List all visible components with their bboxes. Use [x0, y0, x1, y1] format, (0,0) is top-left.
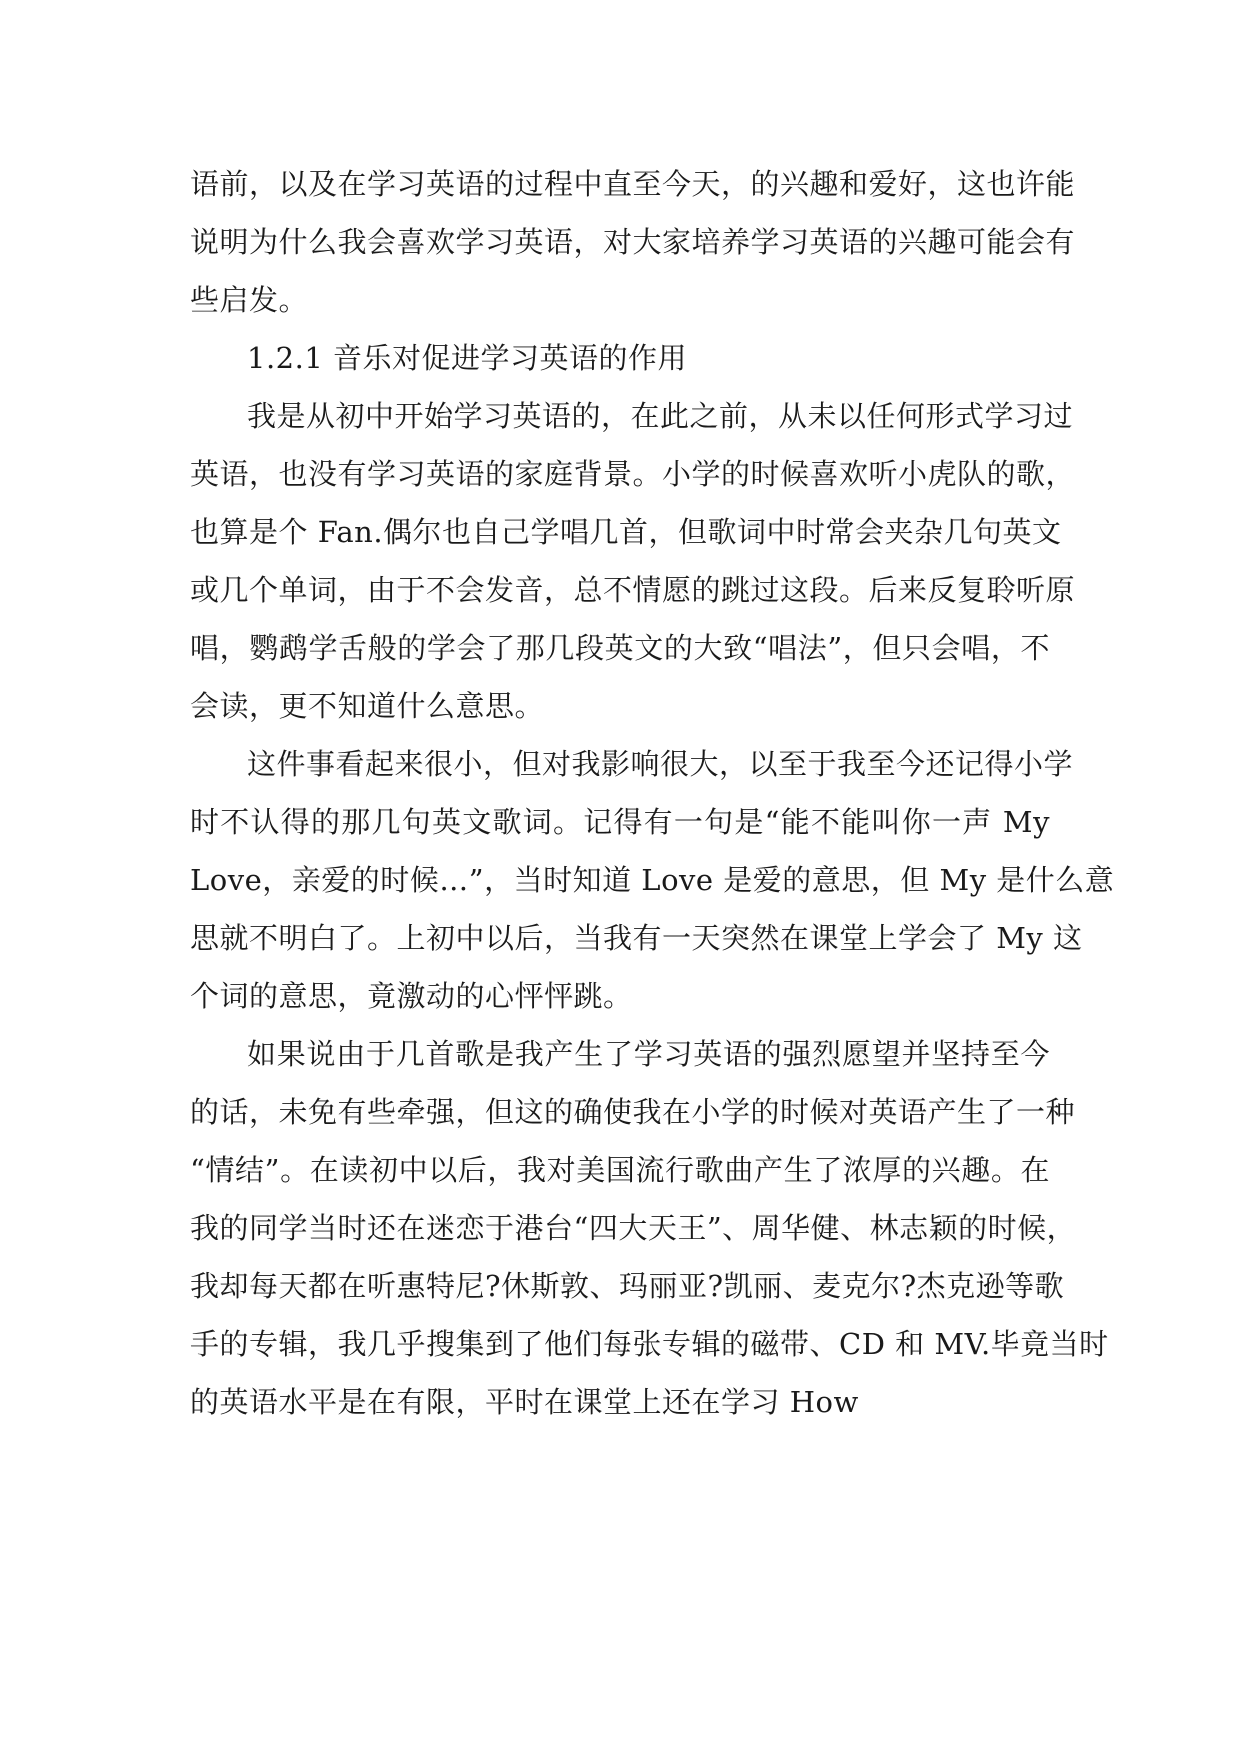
text-line-15: 个词的意思，竟激动的心怦怦跳。: [190, 979, 633, 1013]
text-line-17: 的话，未免有些牵强，但这的确使我在小学的时候对英语产生了一种: [190, 1095, 1076, 1129]
text-line-12: 时不认得的那几句英文歌词。记得有一句是“能不能叫你一声 My: [190, 805, 1050, 839]
text-line-14: 思就不明白了。上初中以后，当我有一天突然在课堂上学会了 My 这: [190, 921, 1083, 955]
text-line-13: Love，亲爱的时候…”，当时知道 Love 是爱的意思，但 My 是什么意: [190, 863, 1115, 897]
text-line-8: 或几个单词，由于不会发音，总不情愿的跳过这段。后来反复聆听原: [190, 573, 1076, 607]
section-heading: 1.2.1 音乐对促进学习英语的作用: [247, 341, 688, 375]
text-line-6: 英语，也没有学习英语的家庭背景。小学的时候喜欢听小虎队的歌，: [190, 457, 1076, 491]
text-line-19: 我的同学当时还在迷恋于港台“四大天王”、周华健、林志颖的时候，: [190, 1211, 1077, 1245]
text-line-5: 我是从初中开始学习英语的，在此之前，从未以任何形式学习过: [247, 399, 1074, 433]
text-line-22: 的英语水平是在有限，平时在课堂上还在学习 How: [190, 1385, 859, 1419]
text-line-16: 如果说由于几首歌是我产生了学习英语的强烈愿望并坚持至今: [247, 1037, 1050, 1071]
text-line-9: 唱，鹦鹉学舌般的学会了那几段英文的大致“唱法”，但只会唱，不: [190, 631, 1050, 665]
text-line-21: 手的专辑，我几乎搜集到了他们每张专辑的磁带、CD 和 MV.毕竟当时: [190, 1327, 1109, 1361]
text-line-7: 也算是个 Fan.偶尔也自己学唱几首，但歌词中时常会夹杂几句英文: [190, 515, 1062, 549]
text-line-3: 些启发。: [190, 283, 309, 317]
text-line-11: 这件事看起来很小，但对我影响很大，以至于我至今还记得小学: [247, 747, 1074, 781]
text-line-20: 我却每天都在听惠特尼?休斯敦、玛丽亚?凯丽、麦克尔?杰克逊等歌: [190, 1269, 1065, 1303]
text-line-2: 说明为什么我会喜欢学习英语，对大家培养学习英语的兴趣可能会有: [190, 225, 1076, 259]
text-line-10: 会读，更不知道什么意思。: [190, 689, 545, 723]
text-line-1: 语前，以及在学习英语的过程中直至今天，的兴趣和爱好，这也许能: [190, 167, 1076, 201]
text-line-18: “情结”。在读初中以后，我对美国流行歌曲产生了浓厚的兴趣。在: [190, 1153, 1050, 1187]
